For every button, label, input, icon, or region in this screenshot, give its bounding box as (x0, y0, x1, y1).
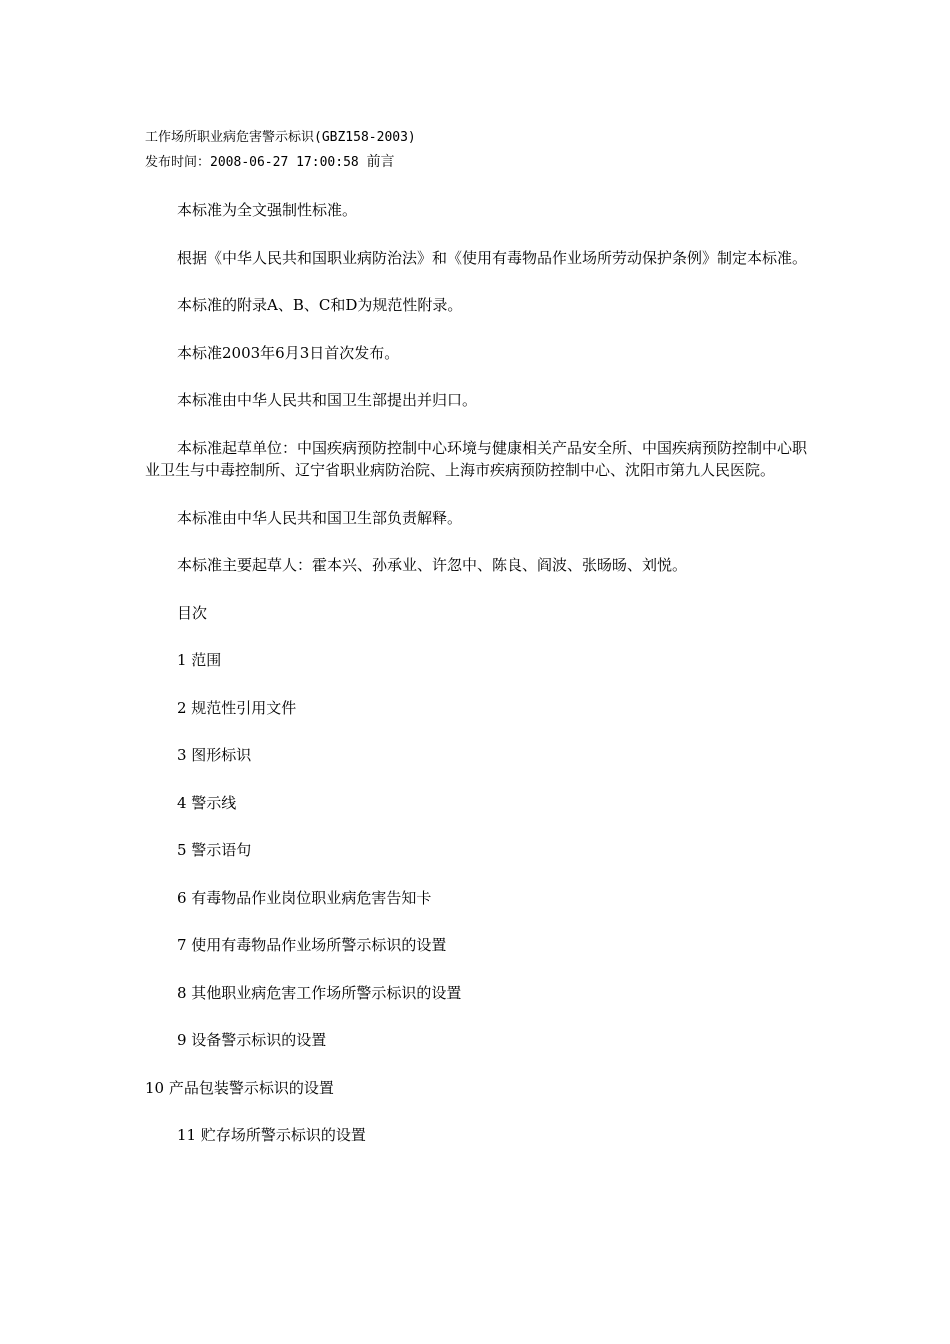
toc-item: 9 设备警示标识的设置 (177, 1031, 327, 1049)
document-body (145, 199, 813, 1172)
paragraph-appendix: 本标准的附录A、B、C和D为规范性附录。 (177, 296, 463, 314)
paragraph-first-release: 本标准2003年6月3日首次发布。 (177, 343, 400, 362)
paragraph-drafting-units: 本标准起草单位：中国疾病预防控制中心环境与健康相关产品安全所、中国疾病预防控制中心职业卫生与中毒控制所、辽宁省职业病防治院、上海市疾病预防控制中心、沈阳市第九人民医院。 (145, 438, 808, 479)
paragraph-basis: 根据《中华人民共和国职业病防治法》和《使用有毒物品作业场所劳动保护条例》制定本标准。 (177, 248, 808, 267)
document-header (145, 126, 825, 175)
toc-item: 8 其他职业病危害工作场所警示标识的设置 (177, 983, 462, 1002)
toc-item: 1 范围 (177, 651, 222, 669)
toc-item: 11 贮存场所警示标识的设置 (177, 1126, 366, 1144)
paragraph-drafters: 本标准主要起草人：霍本兴、孙承业、许忽中、陈良、阎波、张旸旸、刘悦。 (177, 556, 688, 574)
toc-item: 5 警示语句 (177, 841, 252, 859)
preface-heading: 前言 (366, 154, 395, 170)
paragraph-proposer: 本标准由中华人民共和国卫生部提出并归口。 (177, 391, 478, 409)
toc-item: 10 产品包装警示标识的设置 (145, 1078, 334, 1097)
publish-label: 发布时间： (145, 155, 211, 170)
paragraph-interpretation: 本标准由中华人民共和国卫生部负责解释。 (177, 508, 463, 527)
toc-item: 3 图形标识 (177, 746, 252, 764)
toc-item: 4 警示线 (177, 793, 237, 812)
toc-item: 6 有毒物品作业岗位职业病危害告知卡 (177, 888, 432, 907)
publish-time: 2008-06-27 17:00:58 (210, 155, 359, 170)
toc-item: 7 使用有毒物品作业场所警示标识的设置 (177, 936, 447, 954)
toc-item: 2 规范性引用文件 (177, 698, 297, 717)
paragraph-mandatory: 本标准为全文强制性标准。 (177, 201, 358, 219)
document-title: 工作场所职业病危害警示标识(GBZ158-2003) (145, 130, 416, 145)
toc-heading: 目次 (177, 603, 208, 622)
publish-line (145, 150, 825, 175)
